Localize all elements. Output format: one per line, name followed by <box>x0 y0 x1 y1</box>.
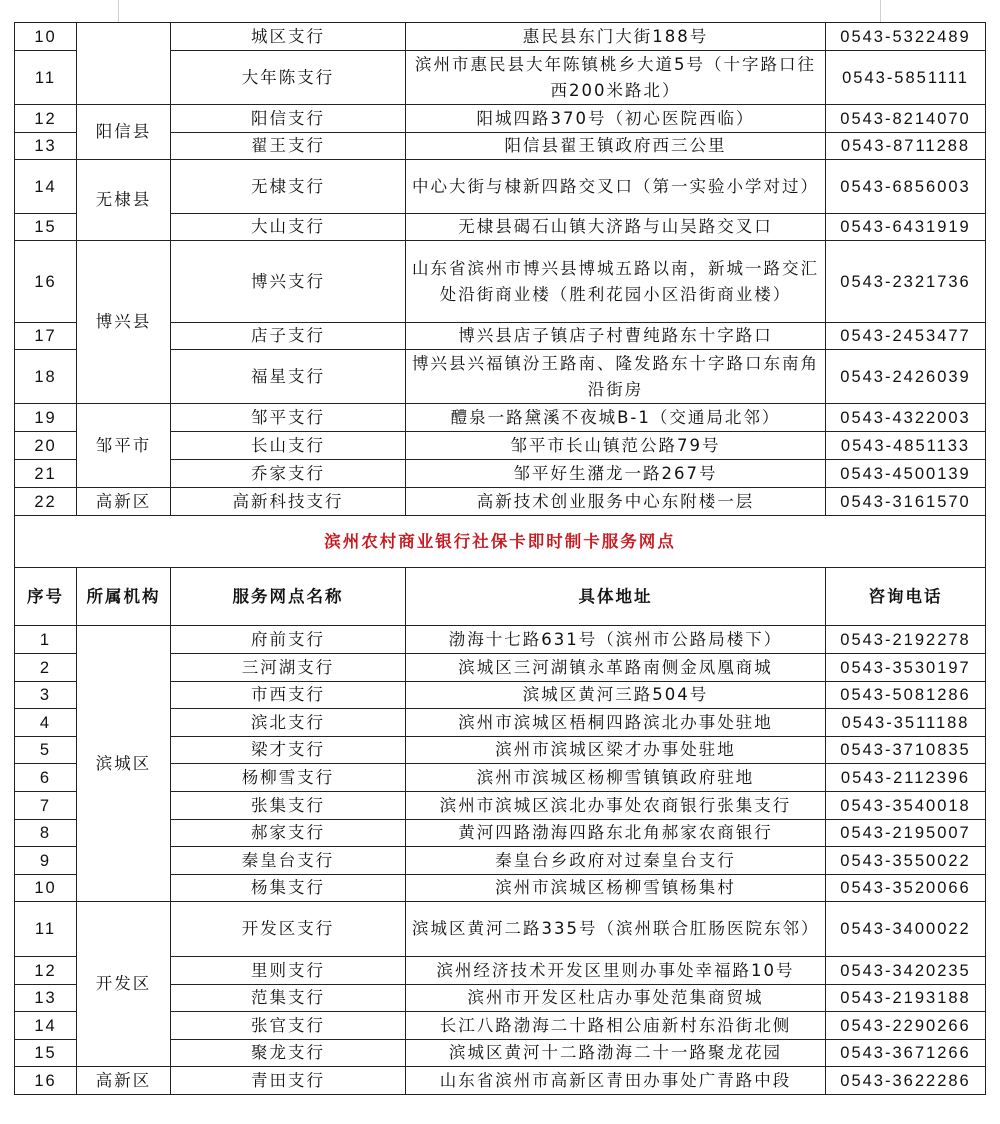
branch-name: 开发区支行 <box>171 902 406 957</box>
table-row <box>15 902 986 957</box>
row-number: 1 <box>15 626 77 654</box>
row-number: 16 <box>15 1067 77 1095</box>
branch-address: 滨州市开发区杜店办事处范集商贸城 <box>406 985 826 1012</box>
header-phone: 咨询电话 <box>826 568 986 626</box>
branch-name: 滨北支行 <box>171 709 406 737</box>
branch-address: 长江八路渤海二十路相公庙新村东沿街北侧 <box>406 1012 826 1040</box>
branch-phone: 0543-2453477 <box>826 323 986 350</box>
branch-address: 滨州市惠民县大年陈镇桃乡大道5号（十字路口往西200米路北） <box>406 51 826 105</box>
branch-address: 秦皇台乡政府对过秦皇台支行 <box>406 847 826 875</box>
branch-phone: 0543-5851111 <box>826 51 986 105</box>
branch-phone: 0543-3161570 <box>826 488 986 516</box>
header-row <box>15 568 986 626</box>
section-title: 滨州农村商业银行社保卡即时制卡服务网点 <box>15 516 986 568</box>
branch-name: 高新科技支行 <box>171 488 406 516</box>
row-number: 20 <box>15 432 77 460</box>
row-number: 18 <box>15 350 77 404</box>
branch-address: 滨州市滨城区杨柳雪镇杨集村 <box>406 875 826 902</box>
branch-name: 城区支行 <box>171 23 406 51</box>
row-number: 11 <box>15 902 77 957</box>
row-number: 15 <box>15 1040 77 1067</box>
branch-name: 里则支行 <box>171 957 406 985</box>
table-row <box>15 626 986 654</box>
table-row <box>15 1067 986 1095</box>
row-number: 10 <box>15 875 77 902</box>
branch-table <box>14 22 986 1095</box>
org-cell: 高新区 <box>77 1067 171 1095</box>
branch-name: 大山支行 <box>171 214 406 241</box>
row-number: 22 <box>15 488 77 516</box>
branch-phone: 0543-2192278 <box>826 626 986 654</box>
org-cell: 阳信县 <box>77 105 171 160</box>
branch-name: 梁才支行 <box>171 737 406 764</box>
branch-name: 杨柳雪支行 <box>171 764 406 792</box>
branch-name: 秦皇台支行 <box>171 847 406 875</box>
org-cell: 无棣县 <box>77 160 171 241</box>
branch-address: 滨州市滨城区杨柳雪镇镇政府驻地 <box>406 764 826 792</box>
branch-name: 张集支行 <box>171 792 406 820</box>
org-cell: 邹平市 <box>77 404 171 488</box>
row-number: 12 <box>15 957 77 985</box>
branch-address: 邹平市长山镇范公路79号 <box>406 432 826 460</box>
branch-name: 大年陈支行 <box>171 51 406 105</box>
org-cell: 开发区 <box>77 902 171 1067</box>
branch-phone: 0543-4500139 <box>826 460 986 488</box>
row-number: 13 <box>15 985 77 1012</box>
branch-phone: 0543-5081286 <box>826 682 986 709</box>
branch-phone: 0543-4851133 <box>826 432 986 460</box>
branch-phone: 0543-3400022 <box>826 902 986 957</box>
branch-address: 滨城区黄河十二路渤海二十一路聚龙花园 <box>406 1040 826 1067</box>
branch-address: 渤海十七路631号（滨州市公路局楼下） <box>406 626 826 654</box>
header-org: 所属机构 <box>77 568 171 626</box>
branch-phone: 0543-3550022 <box>826 847 986 875</box>
table-row <box>15 105 986 133</box>
header-name: 服务网点名称 <box>171 568 406 626</box>
branch-name: 福星支行 <box>171 350 406 404</box>
branch-name: 博兴支行 <box>171 241 406 323</box>
row-number: 3 <box>15 682 77 709</box>
branch-phone: 0543-6431919 <box>826 214 986 241</box>
branch-address: 滨城区黄河三路504号 <box>406 682 826 709</box>
branch-address: 滨城区黄河二路335号（滨州联合肛肠医院东邻） <box>406 902 826 957</box>
branch-name: 阳信支行 <box>171 105 406 133</box>
branch-phone: 0543-3540018 <box>826 792 986 820</box>
branch-name: 府前支行 <box>171 626 406 654</box>
branch-name: 乔家支行 <box>171 460 406 488</box>
branch-address: 滨州市滨城区滨北办事处农商银行张集支行 <box>406 792 826 820</box>
branch-phone: 0543-3671266 <box>826 1040 986 1067</box>
branch-phone: 0543-8214070 <box>826 105 986 133</box>
table-row <box>15 241 986 323</box>
branch-name: 长山支行 <box>171 432 406 460</box>
branch-phone: 0543-3710835 <box>826 737 986 764</box>
row-number: 12 <box>15 105 77 133</box>
row-number: 10 <box>15 23 77 51</box>
row-number: 16 <box>15 241 77 323</box>
table-row <box>15 23 986 51</box>
branch-phone: 0543-3622286 <box>826 1067 986 1095</box>
row-number: 7 <box>15 792 77 820</box>
branch-name: 翟王支行 <box>171 133 406 160</box>
branch-phone: 0543-2321736 <box>826 241 986 323</box>
row-number: 13 <box>15 133 77 160</box>
branch-address: 阳城四路370号（初心医院西临） <box>406 105 826 133</box>
branch-name: 店子支行 <box>171 323 406 350</box>
branch-phone: 0543-2290266 <box>826 1012 986 1040</box>
branch-name: 市西支行 <box>171 682 406 709</box>
row-number: 19 <box>15 404 77 432</box>
table-row <box>15 404 986 432</box>
branch-address: 阳信县翟王镇政府西三公里 <box>406 133 826 160</box>
branch-name: 张官支行 <box>171 1012 406 1040</box>
branch-phone: 0543-6856003 <box>826 160 986 214</box>
org-cell: 博兴县 <box>77 241 171 404</box>
branch-name: 范集支行 <box>171 985 406 1012</box>
branch-phone: 0543-4322003 <box>826 404 986 432</box>
branch-name: 聚龙支行 <box>171 1040 406 1067</box>
branch-address: 滨州经济技术开发区里则办事处幸福路10号 <box>406 957 826 985</box>
branch-phone: 0543-5322489 <box>826 23 986 51</box>
branch-address: 滨州市滨城区梁才办事处驻地 <box>406 737 826 764</box>
row-number: 11 <box>15 51 77 105</box>
branch-address: 山东省滨州市博兴县博城五路以南，新城一路交汇处沿街商业楼（胜利花园小区沿街商业楼） <box>406 241 826 323</box>
row-number: 4 <box>15 709 77 737</box>
branch-address: 高新技术创业服务中心东附楼一层 <box>406 488 826 516</box>
branch-name: 杨集支行 <box>171 875 406 902</box>
branch-phone: 0543-3420235 <box>826 957 986 985</box>
row-number: 21 <box>15 460 77 488</box>
branch-address: 黄河四路渤海四路东北角郝家农商银行 <box>406 820 826 847</box>
row-number: 14 <box>15 160 77 214</box>
branch-address: 滨城区三河湖镇永革路南侧金凤凰商城 <box>406 654 826 682</box>
branch-name: 三河湖支行 <box>171 654 406 682</box>
branch-phone: 0543-2426039 <box>826 350 986 404</box>
org-cell: 滨城区 <box>77 626 171 902</box>
row-number: 2 <box>15 654 77 682</box>
branch-address: 惠民县东门大街188号 <box>406 23 826 51</box>
branch-phone: 0543-3520066 <box>826 875 986 902</box>
branch-phone: 0543-2112396 <box>826 764 986 792</box>
row-number: 9 <box>15 847 77 875</box>
row-number: 8 <box>15 820 77 847</box>
branch-phone: 0543-3530197 <box>826 654 986 682</box>
branch-phone: 0543-3511188 <box>826 709 986 737</box>
row-number: 15 <box>15 214 77 241</box>
header-address: 具体地址 <box>406 568 826 626</box>
org-cell <box>77 23 171 105</box>
branch-phone: 0543-8711288 <box>826 133 986 160</box>
row-number: 5 <box>15 737 77 764</box>
branch-address: 醴泉一路黛溪不夜城B-1（交通局北邻） <box>406 404 826 432</box>
branch-address: 邹平好生潴龙一路267号 <box>406 460 826 488</box>
branch-name: 青田支行 <box>171 1067 406 1095</box>
row-number: 14 <box>15 1012 77 1040</box>
branch-name: 郝家支行 <box>171 820 406 847</box>
branch-name: 无棣支行 <box>171 160 406 214</box>
page-divider-left <box>118 0 119 22</box>
header-no: 序号 <box>15 568 77 626</box>
branch-address: 中心大街与棣新四路交叉口（第一实验小学对过） <box>406 160 826 214</box>
branch-phone: 0543-2193188 <box>826 985 986 1012</box>
branch-address: 博兴县兴福镇汾王路南、隆发路东十字路口东南角沿街房 <box>406 350 826 404</box>
page-divider-right <box>880 0 881 22</box>
org-cell: 高新区 <box>77 488 171 516</box>
section-title-row <box>15 516 986 568</box>
branch-address: 山东省滨州市高新区青田办事处广青路中段 <box>406 1067 826 1095</box>
branch-phone: 0543-2195007 <box>826 820 986 847</box>
row-number: 6 <box>15 764 77 792</box>
branch-address: 博兴县店子镇店子村曹纯路东十字路口 <box>406 323 826 350</box>
branch-name: 邹平支行 <box>171 404 406 432</box>
branch-address: 无棣县碣石山镇大济路与山吴路交叉口 <box>406 214 826 241</box>
table-row <box>15 160 986 214</box>
table-row <box>15 488 986 516</box>
row-number: 17 <box>15 323 77 350</box>
branch-address: 滨州市滨城区梧桐四路滨北办事处驻地 <box>406 709 826 737</box>
